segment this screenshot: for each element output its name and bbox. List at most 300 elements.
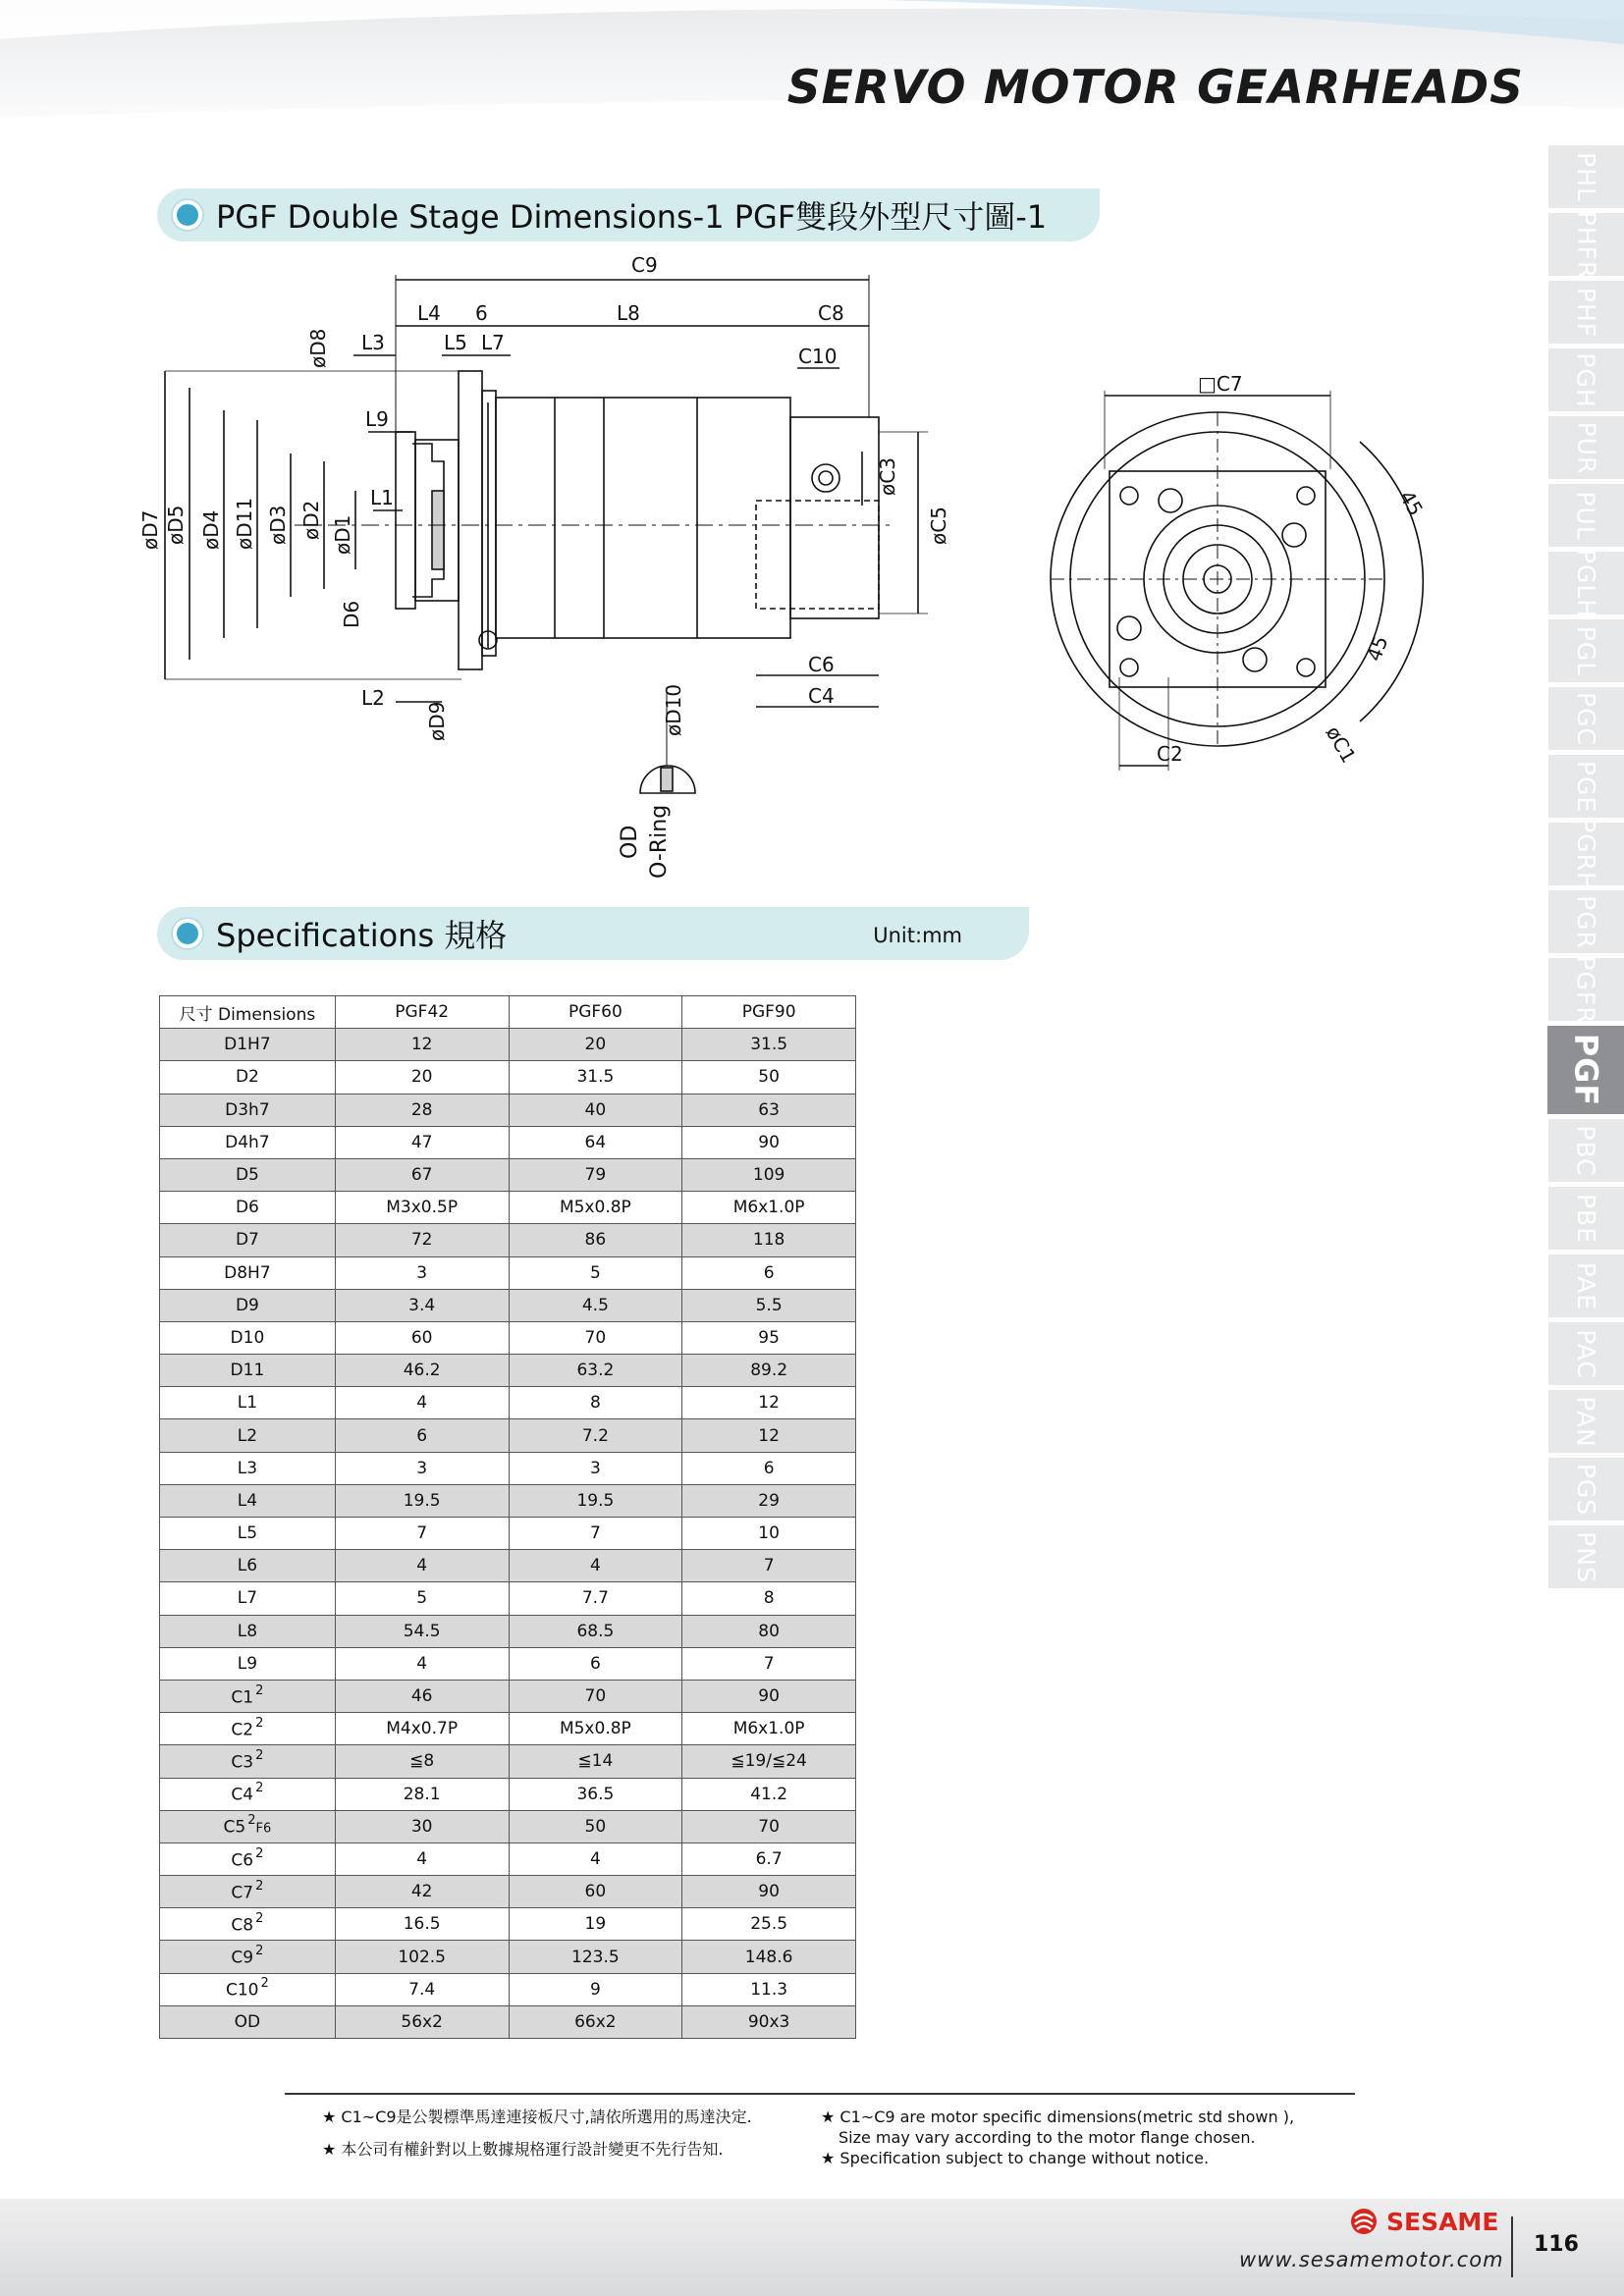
value-cell: 46 <box>335 1680 509 1712</box>
value-cell: 19.5 <box>335 1484 509 1517</box>
value-cell: 16.5 <box>335 1908 509 1941</box>
dimension-cell <box>160 1452 336 1484</box>
bullet-icon <box>173 200 202 230</box>
dimension-label: C8 <box>231 1915 254 1936</box>
dimension-note: 2 <box>255 1944 264 1959</box>
value-cell: 54.5 <box>335 1615 509 1647</box>
dimension-cell <box>160 1518 336 1550</box>
table-row <box>160 1778 856 1810</box>
dimension-label: L1 <box>237 1393 258 1414</box>
table-row <box>160 1518 856 1550</box>
brand-name: SESAME <box>1386 2207 1499 2236</box>
dimension-cell <box>160 1680 336 1712</box>
motor-pilot <box>756 501 879 609</box>
value-cell: 7.7 <box>509 1582 682 1615</box>
unit-label: Unit:mm <box>873 924 962 947</box>
value-cell: 70 <box>509 1321 682 1354</box>
side-tab-label: PUL <box>1572 490 1600 541</box>
footnote-line: ★ C1~C9 are motor specific dimensions(metric std shown ), <box>821 2108 1295 2126</box>
end-view-bolt-2 <box>1282 523 1306 547</box>
dimension-label: C1 <box>231 1687 254 1708</box>
dimension-cell <box>160 1713 336 1745</box>
dimension-label: L2 <box>237 1425 258 1446</box>
dimension-cell <box>160 1615 336 1647</box>
dimension-label: L3 <box>237 1458 258 1478</box>
value-cell: M5x0.8P <box>509 1713 682 1745</box>
end-view-hole-tr <box>1297 487 1315 505</box>
footnotes-chinese <box>322 2107 752 2160</box>
value-cell: M4x0.7P <box>335 1713 509 1745</box>
label-oring: O-Ring <box>647 804 672 879</box>
value-cell: 118 <box>682 1224 856 1256</box>
value-cell: 56x2 <box>335 2005 509 2038</box>
side-tab-label: PGE <box>1572 760 1600 813</box>
side-tab-pgl[interactable] <box>1548 619 1624 682</box>
label-45-top: 45 <box>1394 486 1429 520</box>
side-tab-label: PNS <box>1572 1530 1600 1583</box>
dimension-cell <box>160 1582 336 1615</box>
dimension-cell <box>160 1876 336 1908</box>
header-pgf60: PGF60 <box>509 996 682 1029</box>
table-row <box>160 1647 856 1680</box>
value-cell: 3 <box>335 1256 509 1289</box>
side-tab-pge[interactable] <box>1548 755 1624 818</box>
dimension-cell <box>160 1387 336 1419</box>
value-cell: 5 <box>335 1582 509 1615</box>
dimension-label: D1H7 <box>224 1035 271 1055</box>
dimension-label: D4h7 <box>225 1132 270 1152</box>
header-pgf42: PGF42 <box>335 996 509 1029</box>
value-cell: 19 <box>509 1908 682 1941</box>
end-view-bolt-4 <box>1117 616 1141 640</box>
dimension-note: 2 <box>255 1845 264 1861</box>
table-row <box>160 1224 856 1256</box>
value-cell: 7 <box>509 1518 682 1550</box>
value-cell: 19.5 <box>509 1484 682 1517</box>
label-d5: øD5 <box>164 505 188 545</box>
value-cell: 25.5 <box>682 1908 856 1941</box>
label-od: OD <box>618 825 642 859</box>
dimension-label: L7 <box>237 1588 258 1609</box>
dimension-cell <box>160 1158 336 1191</box>
label-d1: øD1 <box>331 514 354 555</box>
table-row <box>160 1941 856 1973</box>
dimension-label: L4 <box>237 1490 258 1511</box>
label-d11: øD11 <box>233 497 256 550</box>
value-cell: 3.4 <box>335 1289 509 1321</box>
dimension-cell <box>160 1126 336 1158</box>
table-row <box>160 1126 856 1158</box>
value-cell: 30 <box>335 1810 509 1842</box>
dimension-label: D7 <box>235 1230 259 1251</box>
value-cell: 60 <box>335 1321 509 1354</box>
value-cell: 95 <box>682 1321 856 1354</box>
value-cell: 11.3 <box>682 1973 856 2005</box>
side-tab-pgc[interactable] <box>1548 687 1624 750</box>
dimension-cell <box>160 1908 336 1941</box>
side-tab-pan[interactable] <box>1548 1390 1624 1453</box>
value-cell: 66x2 <box>509 2005 682 2038</box>
label-c7: □C7 <box>1198 372 1243 396</box>
side-tab-pbe[interactable] <box>1548 1187 1624 1250</box>
side-tab-pgr[interactable] <box>1548 890 1624 953</box>
side-tab-pae[interactable] <box>1548 1255 1624 1317</box>
side-tab-label: PGF <box>1566 1033 1604 1107</box>
dimension-cell <box>160 1484 336 1517</box>
value-cell: 90x3 <box>682 2005 856 2038</box>
dimension-label: L8 <box>237 1621 258 1641</box>
label-d3: øD3 <box>266 505 290 545</box>
side-tab-label: PHFR <box>1572 210 1600 279</box>
table-row <box>160 1713 856 1745</box>
dimension-note: 2 <box>247 1813 256 1829</box>
table-row <box>160 1158 856 1191</box>
value-cell: 4 <box>335 1550 509 1582</box>
dimension-cell <box>160 1256 336 1289</box>
website-link[interactable]: www.sesamemotor.com <box>1239 2248 1504 2271</box>
label-c4: C4 <box>808 684 835 708</box>
table-row <box>160 1484 856 1517</box>
end-view-bolt-3 <box>1243 648 1267 671</box>
dimension-label: OD <box>234 2011 261 2032</box>
side-tab-pul[interactable] <box>1548 484 1624 547</box>
label-d8: øD8 <box>306 328 330 368</box>
value-cell: 67 <box>335 1158 509 1191</box>
value-cell: 148.6 <box>682 1941 856 1973</box>
end-view-hole-br <box>1297 659 1315 676</box>
side-tab-label: PGS <box>1571 1463 1600 1516</box>
side-tab-pbc[interactable] <box>1548 1119 1624 1182</box>
dimension-note: 2 <box>255 1781 264 1796</box>
dimension-note: 2 <box>255 1911 264 1927</box>
value-cell: 4.5 <box>509 1289 682 1321</box>
oring-hatch <box>661 768 673 791</box>
table-row <box>160 1029 856 1061</box>
side-tab-pgs[interactable] <box>1548 1458 1624 1521</box>
label-c10: C10 <box>798 345 838 368</box>
end-view-hole-tl <box>1120 487 1138 505</box>
table-row <box>160 1321 856 1354</box>
specifications-section-header <box>157 907 1029 960</box>
label-l7: L7 <box>481 331 505 354</box>
dimension-label: C10 <box>226 1981 259 2002</box>
label-c8: C8 <box>818 301 844 325</box>
value-cell: 109 <box>682 1158 856 1191</box>
dimension-label: D9 <box>235 1295 259 1315</box>
footnote-line: ★ Specification subject to change without notice. <box>821 2149 1210 2167</box>
dimension-label: D6 <box>235 1198 259 1218</box>
side-tab-label: PBC <box>1572 1124 1600 1177</box>
dimension-cell <box>160 1973 336 2005</box>
value-cell: 79 <box>509 1158 682 1191</box>
label-c9: C9 <box>631 253 658 277</box>
side-tab-pgrh[interactable] <box>1548 817 1624 891</box>
value-cell: 80 <box>682 1615 856 1647</box>
table-row <box>160 1973 856 2005</box>
dimension-cell <box>160 1647 336 1680</box>
side-tab-label: PGFR <box>1571 954 1600 1025</box>
value-cell: 8 <box>509 1387 682 1419</box>
dimension-label: L9 <box>237 1653 258 1674</box>
table-row <box>160 1908 856 1941</box>
specifications-table <box>159 995 856 2039</box>
main-flange <box>459 371 482 669</box>
dimension-label: D2 <box>235 1067 259 1088</box>
table-row <box>160 1192 856 1224</box>
side-tab-label: PHL <box>1572 151 1600 202</box>
bullet-icon <box>173 919 202 948</box>
side-tab-pur[interactable] <box>1548 416 1624 479</box>
value-cell: ≦14 <box>509 1745 682 1778</box>
value-cell: 102.5 <box>335 1941 509 1973</box>
dimension-cell <box>160 2005 336 2038</box>
value-cell: 60 <box>509 1876 682 1908</box>
value-cell: 46.2 <box>335 1355 509 1387</box>
dimension-label: C9 <box>231 1948 254 1968</box>
value-cell: 28.1 <box>335 1778 509 1810</box>
dimension-cell <box>160 1419 336 1452</box>
table-row <box>160 1582 856 1615</box>
table-row <box>160 1256 856 1289</box>
table-row <box>160 1387 856 1419</box>
table-row <box>160 2005 856 2038</box>
value-cell: 3 <box>335 1452 509 1484</box>
table-row <box>160 1810 856 1842</box>
dimension-cell <box>160 1778 336 1810</box>
dimension-cell <box>160 1355 336 1387</box>
value-cell: 63.2 <box>509 1355 682 1387</box>
side-tab-pns[interactable] <box>1548 1525 1624 1588</box>
label-c3: øC3 <box>876 457 899 496</box>
side-tab-label: PGL <box>1571 625 1600 676</box>
table-header-row <box>160 996 856 1029</box>
side-tab-label: PGLH <box>1572 548 1600 618</box>
table-row <box>160 1745 856 1778</box>
side-tab-label: PAN <box>1572 1395 1600 1448</box>
value-cell: 31.5 <box>682 1029 856 1061</box>
flange-front <box>396 432 415 609</box>
table-row <box>160 1550 856 1582</box>
dimension-cell <box>160 1224 336 1256</box>
footnote-line: ★ 本公司有權針對以上數據規格運行設計變更不先行告知. <box>322 2140 724 2159</box>
dimensions-section-title: PGF Double Stage Dimensions-1 PGF雙段外型尺寸圖-1 <box>216 198 1048 236</box>
footnotes-english <box>821 2107 1294 2168</box>
dimension-cell <box>160 1192 336 1224</box>
value-cell: 5.5 <box>682 1289 856 1321</box>
value-cell: 8 <box>682 1582 856 1615</box>
table-row <box>160 1842 856 1875</box>
side-tab-phfr[interactable] <box>1548 210 1624 279</box>
table-row <box>160 1680 856 1712</box>
value-cell: 12 <box>682 1419 856 1452</box>
dimension-label: D10 <box>230 1327 265 1348</box>
footnote-line: Size may vary according to the motor flange chosen. <box>839 2128 1256 2147</box>
value-cell: 4 <box>509 1550 682 1582</box>
value-cell: 7.2 <box>509 1419 682 1452</box>
value-cell: 4 <box>509 1842 682 1875</box>
dimension-cell <box>160 1810 336 1842</box>
side-tab-pac[interactable] <box>1548 1322 1624 1385</box>
value-cell: 70 <box>509 1680 682 1712</box>
value-cell: 6 <box>335 1419 509 1452</box>
value-cell: 7.4 <box>335 1973 509 2005</box>
side-tab-label: PAE <box>1572 1261 1600 1310</box>
side-tab-label: PAC <box>1571 1328 1600 1379</box>
value-cell: 4 <box>335 1842 509 1875</box>
dim-c1-arc <box>1360 442 1423 721</box>
label-l2: L2 <box>361 686 385 710</box>
dimension-label: C4 <box>231 1785 254 1805</box>
table-row <box>160 1876 856 1908</box>
dimension-note: 2 <box>255 1878 264 1894</box>
value-cell: 6.7 <box>682 1842 856 1875</box>
dimension-note: 2 <box>255 1682 264 1698</box>
value-cell: 7 <box>682 1550 856 1582</box>
page-number: 116 <box>1534 2232 1579 2257</box>
side-tab-label: PGR <box>1571 894 1600 949</box>
label-c1: øC1 <box>1321 721 1361 768</box>
dimension-cell <box>160 1029 336 1061</box>
table-body <box>160 1029 856 2039</box>
dimension-label: L6 <box>237 1556 258 1576</box>
dimension-label: D5 <box>235 1165 259 1186</box>
label-l5: L5 <box>444 331 467 354</box>
footnote-rule <box>285 2093 1355 2095</box>
dimension-cell <box>160 1941 336 1973</box>
value-cell: 89.2 <box>682 1355 856 1387</box>
dimension-note: 2 <box>260 1976 269 1992</box>
label-l8: L8 <box>617 301 640 325</box>
end-view-hole-bl <box>1120 659 1138 676</box>
table-row <box>160 1061 856 1094</box>
value-cell: M5x0.8P <box>509 1192 682 1224</box>
side-tab-pglh[interactable] <box>1548 548 1624 618</box>
side-tab-pgh[interactable] <box>1548 348 1624 411</box>
value-cell: 40 <box>509 1094 682 1126</box>
table-row <box>160 1289 856 1321</box>
motor-adapter <box>790 417 879 618</box>
value-cell: 68.5 <box>509 1615 682 1647</box>
side-tab-label: PGH <box>1572 351 1600 408</box>
value-cell: 41.2 <box>682 1778 856 1810</box>
gearbox-body <box>496 398 790 638</box>
brand-logo <box>1349 2205 1498 2238</box>
dimension-label: C7 <box>231 1883 254 1903</box>
value-cell: 50 <box>509 1810 682 1842</box>
value-cell: 90 <box>682 1876 856 1908</box>
clamp-screw <box>812 464 839 492</box>
dimension-note: 2 <box>255 1715 264 1731</box>
value-cell: 9 <box>509 1973 682 2005</box>
header-dimensions: 尺寸 Dimensions <box>160 996 336 1029</box>
side-tab-phl[interactable] <box>1548 145 1624 208</box>
side-tab-label: PHF <box>1571 287 1600 338</box>
value-cell: 12 <box>335 1029 509 1061</box>
label-c2: C2 <box>1157 742 1183 766</box>
side-tab-label: PUR <box>1572 421 1600 474</box>
table-row <box>160 1355 856 1387</box>
value-cell: 42 <box>335 1876 509 1908</box>
value-cell: 6 <box>509 1647 682 1680</box>
value-cell: 3 <box>509 1452 682 1484</box>
value-cell: 4 <box>335 1387 509 1419</box>
dimension-cell <box>160 1289 336 1321</box>
side-tab-label: PBE <box>1572 1193 1600 1244</box>
footer-divider <box>1511 2216 1513 2277</box>
dimensions-section-header <box>157 188 1100 241</box>
table-row <box>160 1615 856 1647</box>
value-cell: 47 <box>335 1126 509 1158</box>
dimension-drawing <box>138 245 1453 893</box>
side-tab-phf[interactable] <box>1548 281 1624 344</box>
value-cell: M6x1.0P <box>682 1192 856 1224</box>
value-cell: 29 <box>682 1484 856 1517</box>
flange-step <box>482 391 496 656</box>
side-tab-pgf[interactable] <box>1547 1026 1624 1114</box>
header-pgf90: PGF90 <box>682 996 856 1029</box>
value-cell: 90 <box>682 1680 856 1712</box>
value-cell: 20 <box>509 1029 682 1061</box>
value-cell: ≦19/≦24 <box>682 1745 856 1778</box>
label-d2: øD2 <box>299 500 323 540</box>
value-cell: 6 <box>682 1256 856 1289</box>
dimension-cell <box>160 1745 336 1778</box>
side-tab-pgfr[interactable] <box>1548 954 1624 1025</box>
value-cell: 5 <box>509 1256 682 1289</box>
table-row <box>160 1452 856 1484</box>
label-45-bot: 45 <box>1362 632 1393 665</box>
specifications-section-title: Specifications 規格 <box>216 917 508 954</box>
label-c5: øC5 <box>927 507 950 545</box>
dimension-cell <box>160 1061 336 1094</box>
table-row <box>160 1419 856 1452</box>
dimension-label: D11 <box>230 1361 265 1381</box>
dimension-label: D8H7 <box>224 1262 271 1283</box>
dimension-tolerance: F6 <box>255 1822 272 1838</box>
value-cell: 36.5 <box>509 1778 682 1810</box>
dimension-label: C2 <box>231 1720 254 1740</box>
value-cell: ≦8 <box>335 1745 509 1778</box>
value-cell: 10 <box>682 1518 856 1550</box>
dimension-label: L5 <box>237 1523 258 1544</box>
label-d4: øD4 <box>199 509 223 550</box>
dimension-label: C6 <box>231 1850 254 1871</box>
value-cell: 86 <box>509 1224 682 1256</box>
value-cell: M6x1.0P <box>682 1713 856 1745</box>
value-cell: 72 <box>335 1224 509 1256</box>
value-cell: 70 <box>682 1810 856 1842</box>
value-cell: 7 <box>682 1647 856 1680</box>
value-cell: 31.5 <box>509 1061 682 1094</box>
value-cell: 28 <box>335 1094 509 1126</box>
dimension-label: C5 <box>223 1818 246 1839</box>
label-d6: D6 <box>340 600 363 628</box>
label-6: 6 <box>475 301 488 325</box>
label-d10: øD10 <box>662 683 685 736</box>
dimension-note: 2 <box>255 1748 264 1764</box>
page-title: SERVO MOTOR GEARHEADS <box>786 61 1524 115</box>
footnote-line: ★ C1~C9是公製標準馬達連接板尺寸,請依所選用的馬達決定. <box>322 2108 752 2126</box>
value-cell: 12 <box>682 1387 856 1419</box>
value-cell: 4 <box>335 1647 509 1680</box>
label-l3: L3 <box>361 331 385 354</box>
side-tab-label: PGRH <box>1572 817 1600 891</box>
dimension-cell <box>160 1550 336 1582</box>
dimension-cell <box>160 1842 336 1875</box>
value-cell: 64 <box>509 1126 682 1158</box>
label-d7: øD7 <box>138 509 162 550</box>
value-cell: 50 <box>682 1061 856 1094</box>
